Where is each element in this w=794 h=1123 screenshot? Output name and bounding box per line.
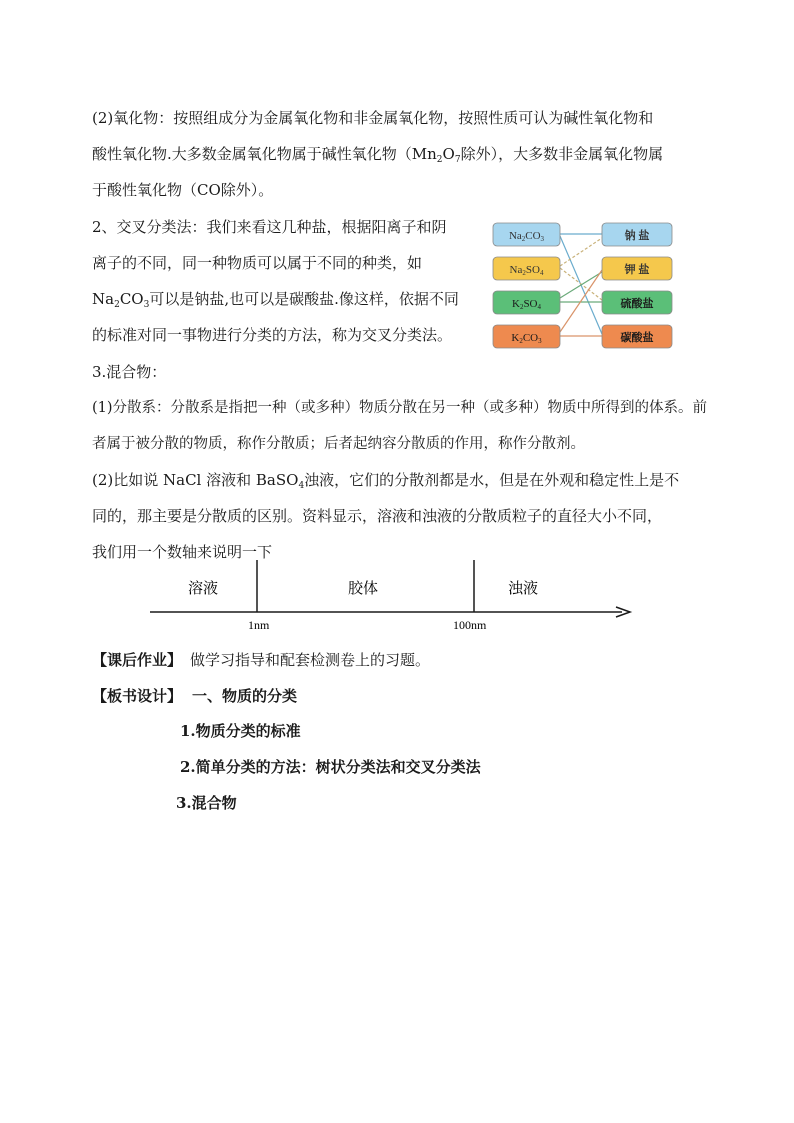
salt-box-na2co3 [493, 223, 560, 246]
oxide-line-3: 于酸性氧化物（CO除外）。 [92, 181, 274, 199]
tick-label-100nm: 100nm [453, 618, 487, 632]
svg-text:钾 盐: 钾 盐 [624, 264, 650, 276]
dispersion-line-1: (1)分散系：分散系是指把一种（或多种）物质分散在另一种（或多种）物质中所得到的体系。前 [92, 400, 708, 416]
example-line-3: 我们用一个数轴来说明一下 [92, 543, 273, 561]
particle-size-axis [140, 556, 640, 636]
cross-classification-diagram [487, 216, 681, 356]
svg-text:钠 盐: 钠 盐 [624, 230, 650, 242]
category-box-sodium-salt [602, 223, 672, 246]
svg-text:Na2SO4: Na2SO4 [509, 264, 544, 277]
category-box-carbonate [602, 325, 672, 348]
oxide-line-1: (2)氧化物：按照组成分为金属氧化物和非金属氧化物，按照性质可认为碱性氧化物和 [92, 109, 654, 127]
board-title: 一、物质的分类 [192, 687, 298, 705]
cross-line-4: 的标准对同一事物进行分类的方法，称为交叉分类法。 [92, 326, 453, 344]
example-line-1: (2)比如说 NaCl 溶液和 BaSO$_4$浊液，它们的分散剂都是水，但是在外观和稳定性上是不 [92, 471, 680, 491]
mixture-heading: 3.混合物： [92, 363, 167, 381]
example-line-2: 同的，那主要是分散质的区别。资料显示，溶液和浊液的分散质粒子的直径大小不同， [92, 507, 663, 525]
homework-text: 做学习指导和配套检测卷上的习题。 [190, 651, 431, 669]
svg-text:K2SO4: K2SO4 [511, 298, 542, 311]
tick-label-1nm: 1nm [248, 618, 270, 632]
category-box-potassium-salt [602, 257, 672, 280]
board-item-2: 2.简单分类的方法：树状分类法和交叉分类法 [180, 758, 481, 776]
region-suspension: 浊液 [508, 581, 539, 597]
salt-box-k2so4 [493, 291, 560, 314]
board-item-1: 1.物质分类的标准 [180, 722, 301, 740]
region-solution: 溶液 [188, 581, 219, 597]
svg-text:Na2CO3: Na2CO3 [508, 230, 545, 243]
board-tag: 【板书设计】 [92, 687, 183, 705]
oxide-line-2: 酸性氧化物.大多数金属氧化物属于碱性氧化物（$Mn_2O_7$除外），大多数非金属氧化物属 [92, 145, 664, 165]
salt-box-k2co3 [493, 325, 560, 348]
cross-line-3: $Na_2CO_3$可以是钠盐,也可以是碳酸盐.像这样，依据不同 [92, 290, 459, 310]
svg-text:硫酸盐: 硫酸盐 [620, 298, 654, 310]
dispersion-line-2: 者属于被分散的物质，称作分散质；后者起纳容分散质的作用，称作分散剂。 [92, 436, 585, 452]
board-line [92, 689, 297, 704]
region-colloid: 胶体 [348, 581, 379, 597]
cross-line-1: 2、交叉分类法：我们来看这几种盐，根据阳离子和阴 [92, 218, 447, 236]
svg-text:K2CO3: K2CO3 [511, 332, 542, 345]
svg-text:碳酸盐: 碳酸盐 [620, 332, 654, 344]
salt-box-na2so4 [493, 257, 560, 280]
homework-tag: 【课后作业】 [92, 651, 183, 669]
category-box-sulfate [602, 291, 672, 314]
cross-line-2: 离子的不同，同一种物质可以属于不同的种类，如 [92, 254, 423, 272]
board-item-3: 3.混合物 [176, 794, 237, 812]
homework-line [92, 653, 430, 668]
